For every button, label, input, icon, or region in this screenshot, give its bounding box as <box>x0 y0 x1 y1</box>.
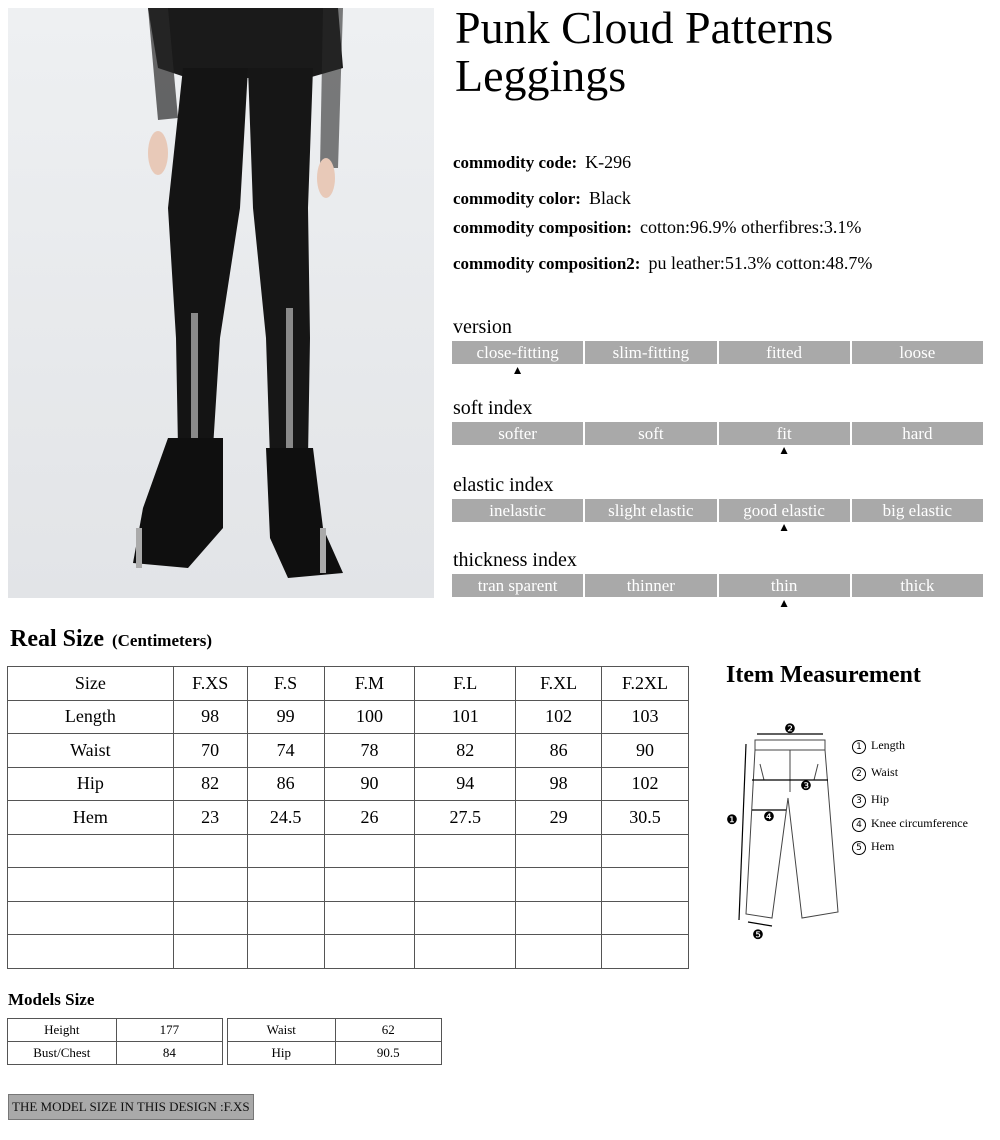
table-cell: F.XL <box>516 667 602 701</box>
table-cell: F.S <box>247 667 324 701</box>
models-table-left <box>7 1018 223 1065</box>
thickness-index-label: thickness index <box>453 549 577 571</box>
table-cell: F.XS <box>173 667 247 701</box>
table-row <box>8 734 689 768</box>
thickness-option: tran sparent <box>452 574 583 597</box>
legend-item <box>852 816 968 832</box>
table-cell: 82 <box>415 734 516 768</box>
models-table-right <box>227 1018 442 1065</box>
soft-option: fit <box>719 422 850 445</box>
diagram-mark-hem: ❺ <box>752 927 764 942</box>
version-option: close-fitting <box>452 341 583 364</box>
table-row <box>228 1042 442 1065</box>
version-selected-marker: ▲ <box>511 363 524 377</box>
table-cell: Hip <box>8 767 174 801</box>
table-cell: 86 <box>247 767 324 801</box>
spec-composition <box>453 217 861 238</box>
spec-color-label: commodity color: <box>453 189 581 208</box>
legend-item <box>852 839 894 855</box>
soft-option: hard <box>852 422 983 445</box>
legend-item <box>852 765 898 781</box>
thickness-option: thick <box>852 574 983 597</box>
table-cell: 102 <box>516 700 602 734</box>
legend-number: 4 <box>852 818 866 832</box>
model-hip-value: 90.5 <box>335 1042 441 1065</box>
table-cell: F.M <box>324 667 415 701</box>
thickness-index-scale <box>452 574 983 597</box>
thickness-option: thin <box>719 574 850 597</box>
table-cell: 90 <box>602 734 689 768</box>
version-option: loose <box>852 341 983 364</box>
model-size-note: THE MODEL SIZE IN THIS DESIGN :F.XS <box>8 1094 254 1120</box>
version-option: fitted <box>719 341 850 364</box>
table-row-empty <box>8 834 689 868</box>
model-height-label: Height <box>8 1019 117 1042</box>
table-row <box>8 801 689 835</box>
table-cell: 23 <box>173 801 247 835</box>
legend-item <box>852 738 905 754</box>
legend-number: 5 <box>852 841 866 855</box>
table-cell: 74 <box>247 734 324 768</box>
legend-label: Waist <box>871 765 899 779</box>
diagram-mark-knee: ❹ <box>763 809 775 824</box>
table-cell: F.2XL <box>602 667 689 701</box>
product-title: Punk Cloud Patterns Leggings <box>455 2 834 101</box>
spec-color <box>453 188 631 209</box>
legend-number: 1 <box>852 740 866 754</box>
table-cell: 90 <box>324 767 415 801</box>
soft-option: soft <box>585 422 716 445</box>
version-option: slim-fitting <box>585 341 716 364</box>
diagram-mark-hip: ❸ <box>800 778 812 793</box>
table-row <box>8 700 689 734</box>
spec-code-label: commodity code: <box>453 153 578 172</box>
legend-label: Hem <box>871 839 895 853</box>
table-cell: 103 <box>602 700 689 734</box>
size-table-header <box>8 667 689 701</box>
table-row <box>8 767 689 801</box>
table-cell: 24.5 <box>247 801 324 835</box>
table-cell: 27.5 <box>415 801 516 835</box>
diagram-mark-waist: ❷ <box>784 722 796 736</box>
soft-index-label: soft index <box>453 397 533 419</box>
model-waist-label: Waist <box>228 1019 336 1042</box>
model-bust-value: 84 <box>116 1042 222 1065</box>
version-label: version <box>453 316 512 338</box>
table-cell: 78 <box>324 734 415 768</box>
table-cell: F.L <box>415 667 516 701</box>
spec-composition2-label: commodity composition2: <box>453 254 641 273</box>
table-row <box>8 1019 223 1042</box>
thickness-option: thinner <box>585 574 716 597</box>
elastic-index-scale <box>452 499 983 522</box>
models-size-title: Models Size <box>8 990 95 1009</box>
legend-label: Hip <box>871 792 889 806</box>
version-scale <box>452 341 983 364</box>
soft-selected-marker: ▲ <box>778 443 791 457</box>
elastic-option: slight elastic <box>585 499 716 522</box>
table-cell: 29 <box>516 801 602 835</box>
product-photo <box>8 8 434 598</box>
spec-color-value: Black <box>588 188 631 208</box>
legend-label: Length <box>871 738 905 752</box>
size-table <box>7 666 689 969</box>
legend-label: Knee circumference <box>871 816 968 830</box>
table-cell: 101 <box>415 700 516 734</box>
elastic-selected-marker: ▲ <box>778 520 791 534</box>
table-cell: 100 <box>324 700 415 734</box>
table-row-empty <box>8 901 689 935</box>
table-cell: 98 <box>516 767 602 801</box>
real-size-heading: Real Size <box>10 626 104 652</box>
model-hip-label: Hip <box>228 1042 336 1065</box>
model-bust-label: Bust/Chest <box>8 1042 117 1065</box>
table-cell: Length <box>8 700 174 734</box>
table-row <box>228 1019 442 1042</box>
elastic-option: big elastic <box>852 499 983 522</box>
pants-measurement-diagram <box>722 722 842 944</box>
spec-composition-value: cotton:96.9% otherfibres:3.1% <box>639 217 862 237</box>
table-cell: 70 <box>173 734 247 768</box>
pants-icon <box>722 722 842 944</box>
elastic-index-label: elastic index <box>453 474 554 496</box>
real-size-unit: (Centimeters) <box>111 631 213 650</box>
table-cell: Hem <box>8 801 174 835</box>
elastic-option: inelastic <box>452 499 583 522</box>
table-row-empty <box>8 935 689 969</box>
spec-composition2 <box>453 253 872 274</box>
soft-index-scale <box>452 422 983 445</box>
table-row <box>8 1042 223 1065</box>
table-cell: Waist <box>8 734 174 768</box>
table-cell: 99 <box>247 700 324 734</box>
diagram-mark-length: ❶ <box>726 812 738 827</box>
table-cell: 26 <box>324 801 415 835</box>
spec-composition2-value: pu leather:51.3% cotton:48.7% <box>648 253 873 273</box>
model-waist-value: 62 <box>335 1019 441 1042</box>
table-row-empty <box>8 868 689 902</box>
table-cell: 82 <box>173 767 247 801</box>
spec-code <box>453 152 631 173</box>
legend-number: 3 <box>852 794 866 808</box>
table-cell: Size <box>8 667 174 701</box>
legend-item <box>852 792 889 808</box>
table-cell: 30.5 <box>602 801 689 835</box>
real-size-title <box>10 626 212 653</box>
thickness-selected-marker: ▲ <box>778 596 791 610</box>
table-cell: 86 <box>516 734 602 768</box>
leggings-model-illustration <box>8 8 434 598</box>
elastic-option: good elastic <box>719 499 850 522</box>
spec-code-value: K-296 <box>585 152 632 172</box>
item-measurement-title: Item Measurement <box>726 662 921 688</box>
table-cell: 94 <box>415 767 516 801</box>
table-cell: 98 <box>173 700 247 734</box>
model-height-value: 177 <box>116 1019 222 1042</box>
legend-number: 2 <box>852 767 866 781</box>
spec-composition-label: commodity composition: <box>453 218 632 237</box>
soft-option: softer <box>452 422 583 445</box>
table-cell: 102 <box>602 767 689 801</box>
